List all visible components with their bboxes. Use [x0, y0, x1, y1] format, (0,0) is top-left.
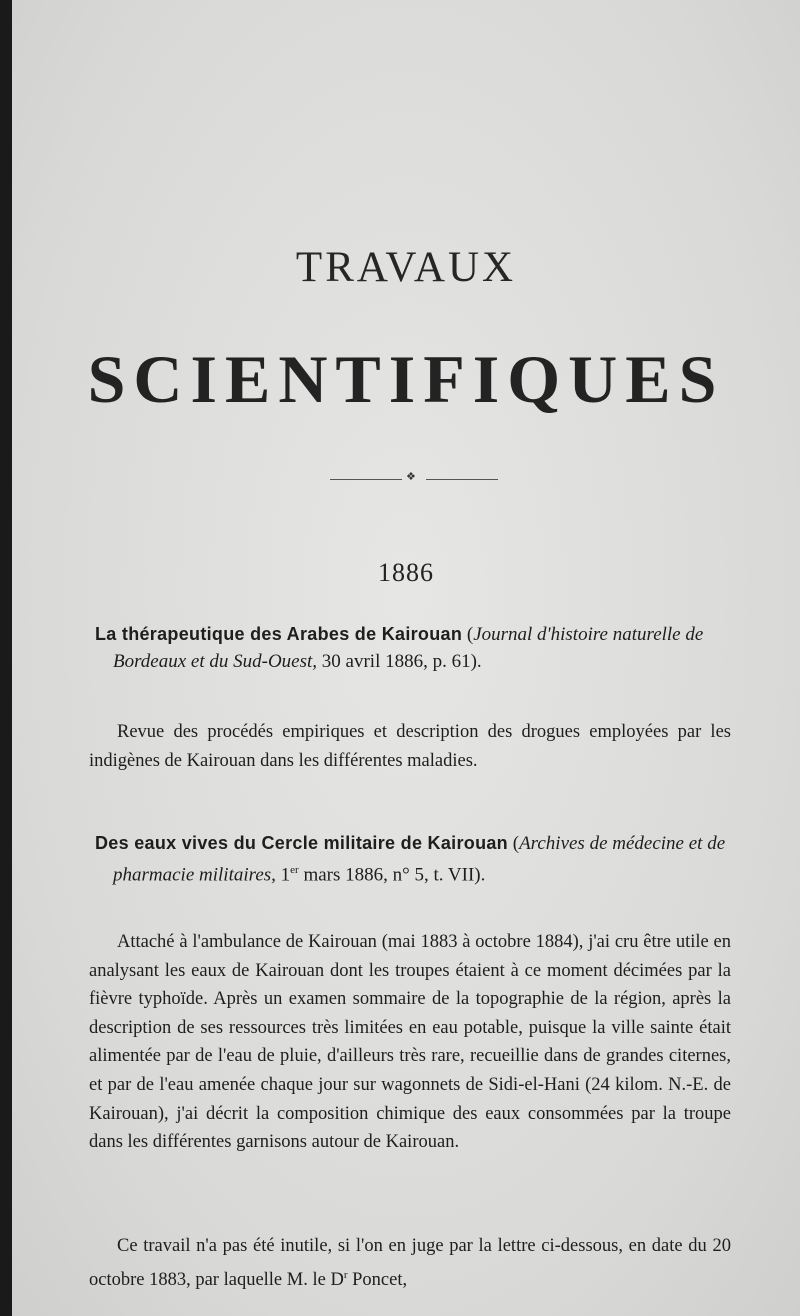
entry-1-description: Revue des procédés empiriques et description des drogues employées par les indigènes de Kairouan dans les différentes maladies. — [89, 722, 731, 771]
entry-2-details: mars 1886, n° 5, t. VII). — [298, 864, 486, 886]
entry-1-details: 30 avril 1886, p. 61). — [317, 651, 482, 672]
entry-2-description: Attaché à l'ambulance de Kairouan (mai 1883 à octobre 1884), j'ai cru être utile en analysant les eaux de Kairouan dont les troupes étaient à ce moment décimées par la fièvre typhoïde. Après un examen sommaire de la topographie de la région, après la description de ses ressources très limitées en eau potable, puisque la ville sainte était alimentée par de l'eau de pluie, d'ailleurs très rare, recueillie dans de grandes citernes, et par de l'eau amenée chaque jour sur wagonnets de Sidi-el-Hani (24 kilom. N.-E. de Kairouan), j'ai décrit la composition chimique des eaux consommées par la troupe dans les différentes garnisons autour de Kairouan. — [89, 932, 731, 1153]
book-page — [12, 0, 800, 1316]
ornamental-rule — [330, 471, 498, 486]
heading-scientifiques: SCIENTIFIQUES — [87, 341, 725, 417]
entry-title-2: Des eaux vives du Cercle militaire de Kairouan (Archives de médecine et de pharmacie militaires, 1er mars 1886, n° 5, t. VII). — [95, 833, 726, 886]
entry-1-title: La thérapeutique des Arabes de Kairouan — [95, 624, 463, 644]
entry-2-source: Archives de médecine et de pharmacie militaires, — [113, 833, 726, 886]
section-year: 1886 — [378, 558, 434, 587]
entry-title-1: La thérapeutique des Arabes de Kairouan (Journal d'histoire naturelle de Bordeaux et du Sud-Ouest, 30 avril 1886, p. 61). — [95, 624, 704, 672]
heading-travaux: TRAVAUX — [295, 244, 517, 291]
entry-2-continuation: Ce travail n'a pas été inutile, si l'on en juge par la lettre ci-dessous, en date du 20 octobre 1883, par laquelle M. le $D^r$ Poncet, — [89, 1236, 731, 1290]
ornament-icon: ❖ — [406, 471, 416, 483]
entry-1-source: Journal d'histoire naturelle de Bordeaux et du Sud-Ouest, — [113, 624, 704, 672]
entry-2-title: Des eaux vives du Cercle militaire de Kairouan — [95, 833, 508, 853]
